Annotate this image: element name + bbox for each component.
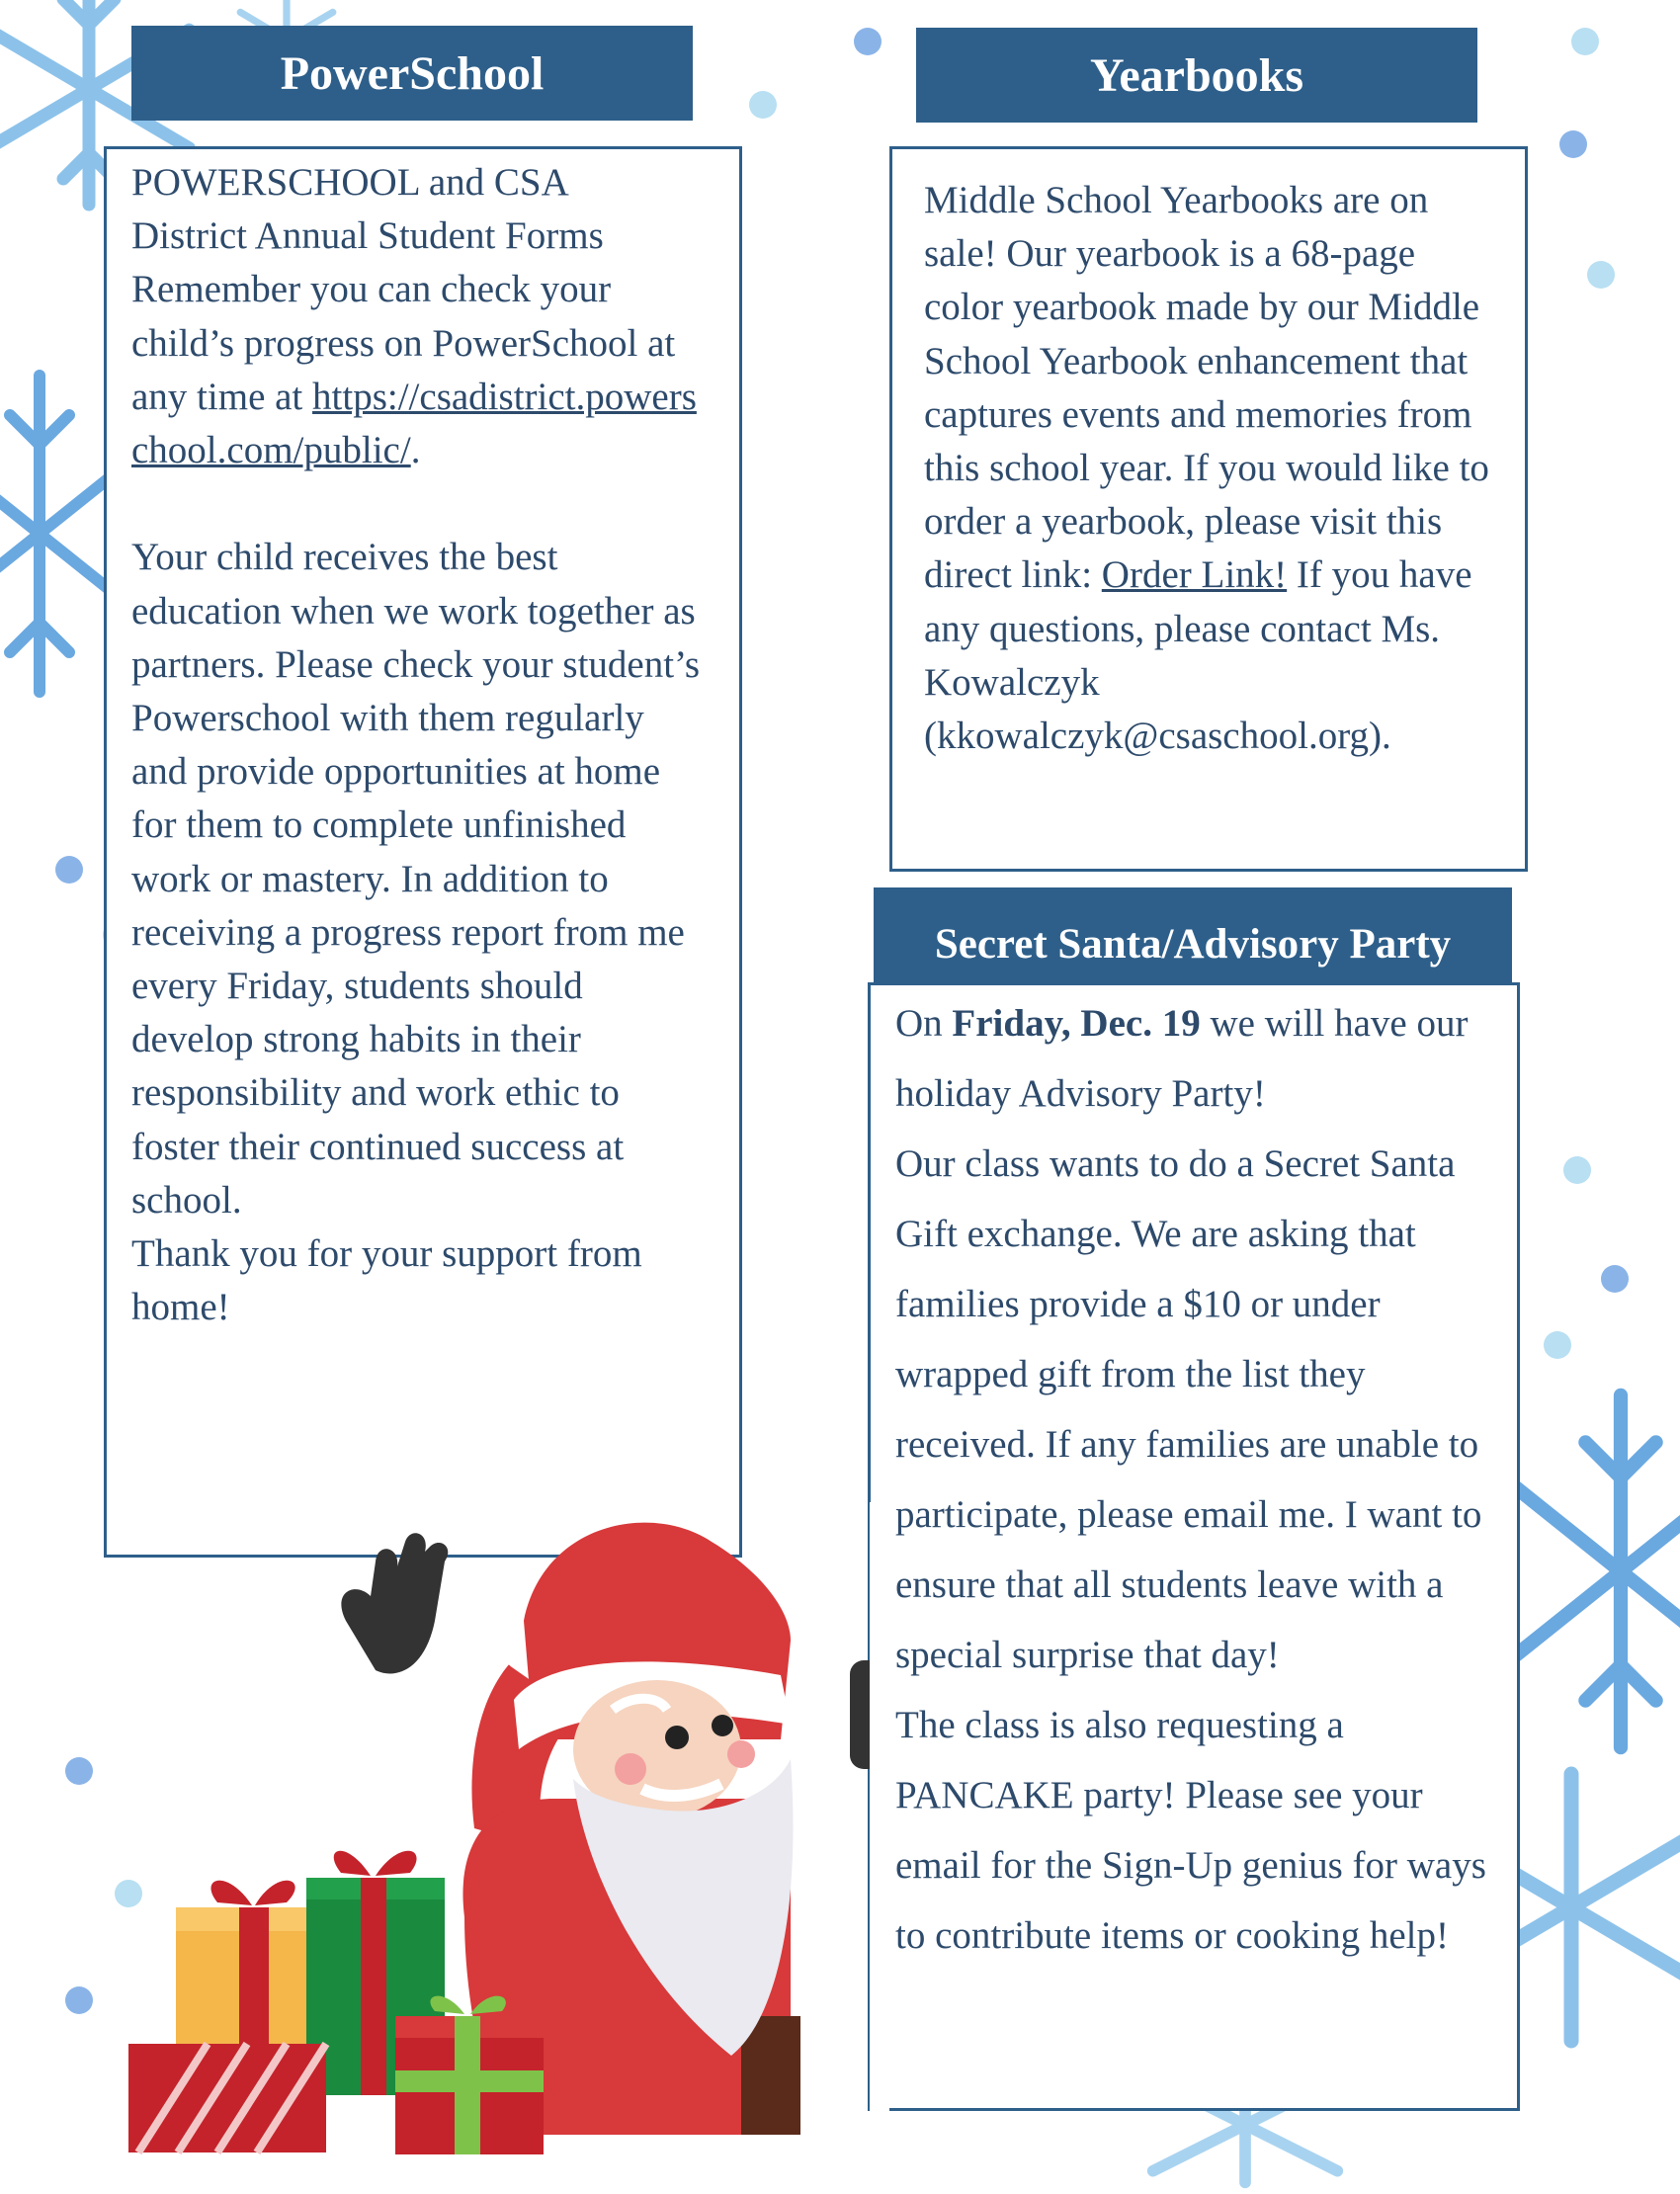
powerschool-line1: POWERSCHOOL and CSA [131,161,569,204]
yearbooks-text-after: If you have any questions, please contact Ms. Kowalczyk (kkowalczyk@csaschool.org). [924,553,1472,758]
party-title: Secret Santa/Advisory Party [934,920,1452,968]
powerschool-title: PowerSchool [280,46,545,100]
powerschool-intro-text: Remember you can check your child’s progress on PowerSchool at any time at [131,268,676,418]
yearbooks-order-link[interactable]: Order Link! [1101,553,1288,597]
snow-dot [55,856,83,884]
snow-dot [1544,1331,1571,1359]
snow-dot [1571,28,1599,55]
powerschool-thanks: Thank you for your support from home! [131,1232,642,1329]
party-paragraph-3: The class is also requesting a PANCAKE party! Please see your email for the Sign-Up genius for ways to contribute items or cooking help! [895,1704,1486,1957]
yearbooks-paragraph [924,174,1497,763]
snow-dot [65,1986,93,2014]
powerschool-body: Your child receives the best education when we work together as partners. Please check your student’s Powerschool with them regularly and provide opportunities at home for them to complete unfinished work or mastery. In addition to receiving a progress report from me every Friday, students should develop strong habits in their responsibility and work ethic to foster their continued success at school. [131,536,701,1222]
powerschool-intro [131,263,709,477]
snow-dot [1559,130,1587,158]
gift-boxes-icon [128,1828,553,2154]
snowflake-icon [1502,1384,1680,1759]
snow-dot [854,28,882,55]
snow-dot [1563,1156,1591,1184]
party-p1-rest: we will have our holiday Advisory Party! [895,1002,1469,1115]
yearbooks-banner [916,28,1477,123]
party-text [895,988,1498,1971]
snow-dot [1587,261,1615,289]
powerschool-banner [131,26,693,121]
party-on: On [895,1002,943,1045]
powerschool-link[interactable]: https://csadistrict.powerschool.com/public/ [131,375,697,472]
spacer [131,477,709,531]
snow-dot [749,91,777,119]
yearbooks-title: Yearbooks [1089,48,1304,102]
powerschool-text [131,156,709,1334]
powerschool-line2: District Annual Student Forms [131,214,604,258]
powerschool-link-period: . [410,429,421,472]
party-paragraph-1 [895,988,1498,1129]
party-paragraph-2: Our class wants to do a Secret Santa Gift exchange. We are asking that families provide a $10 or under wrapped gift from the list they received. If any families are unable to participate, please email me. I want to ensure that all students leave with a special surprise that day! [895,1142,1482,1676]
snow-dot [1601,1265,1629,1293]
party-banner [874,887,1512,986]
party-date: Friday, Dec. 19 [952,1002,1201,1045]
yearbooks-text-before: Middle School Yearbooks are on sale! Our yearbook is a 68-page color yearbook made by our Middle School Yearbook enhancement that captures events and memories from this school year. If you would like to order a yearbook, please visit this direct link: [924,179,1489,597]
snow-dot [65,1757,93,1785]
yearbooks-text [924,174,1497,763]
